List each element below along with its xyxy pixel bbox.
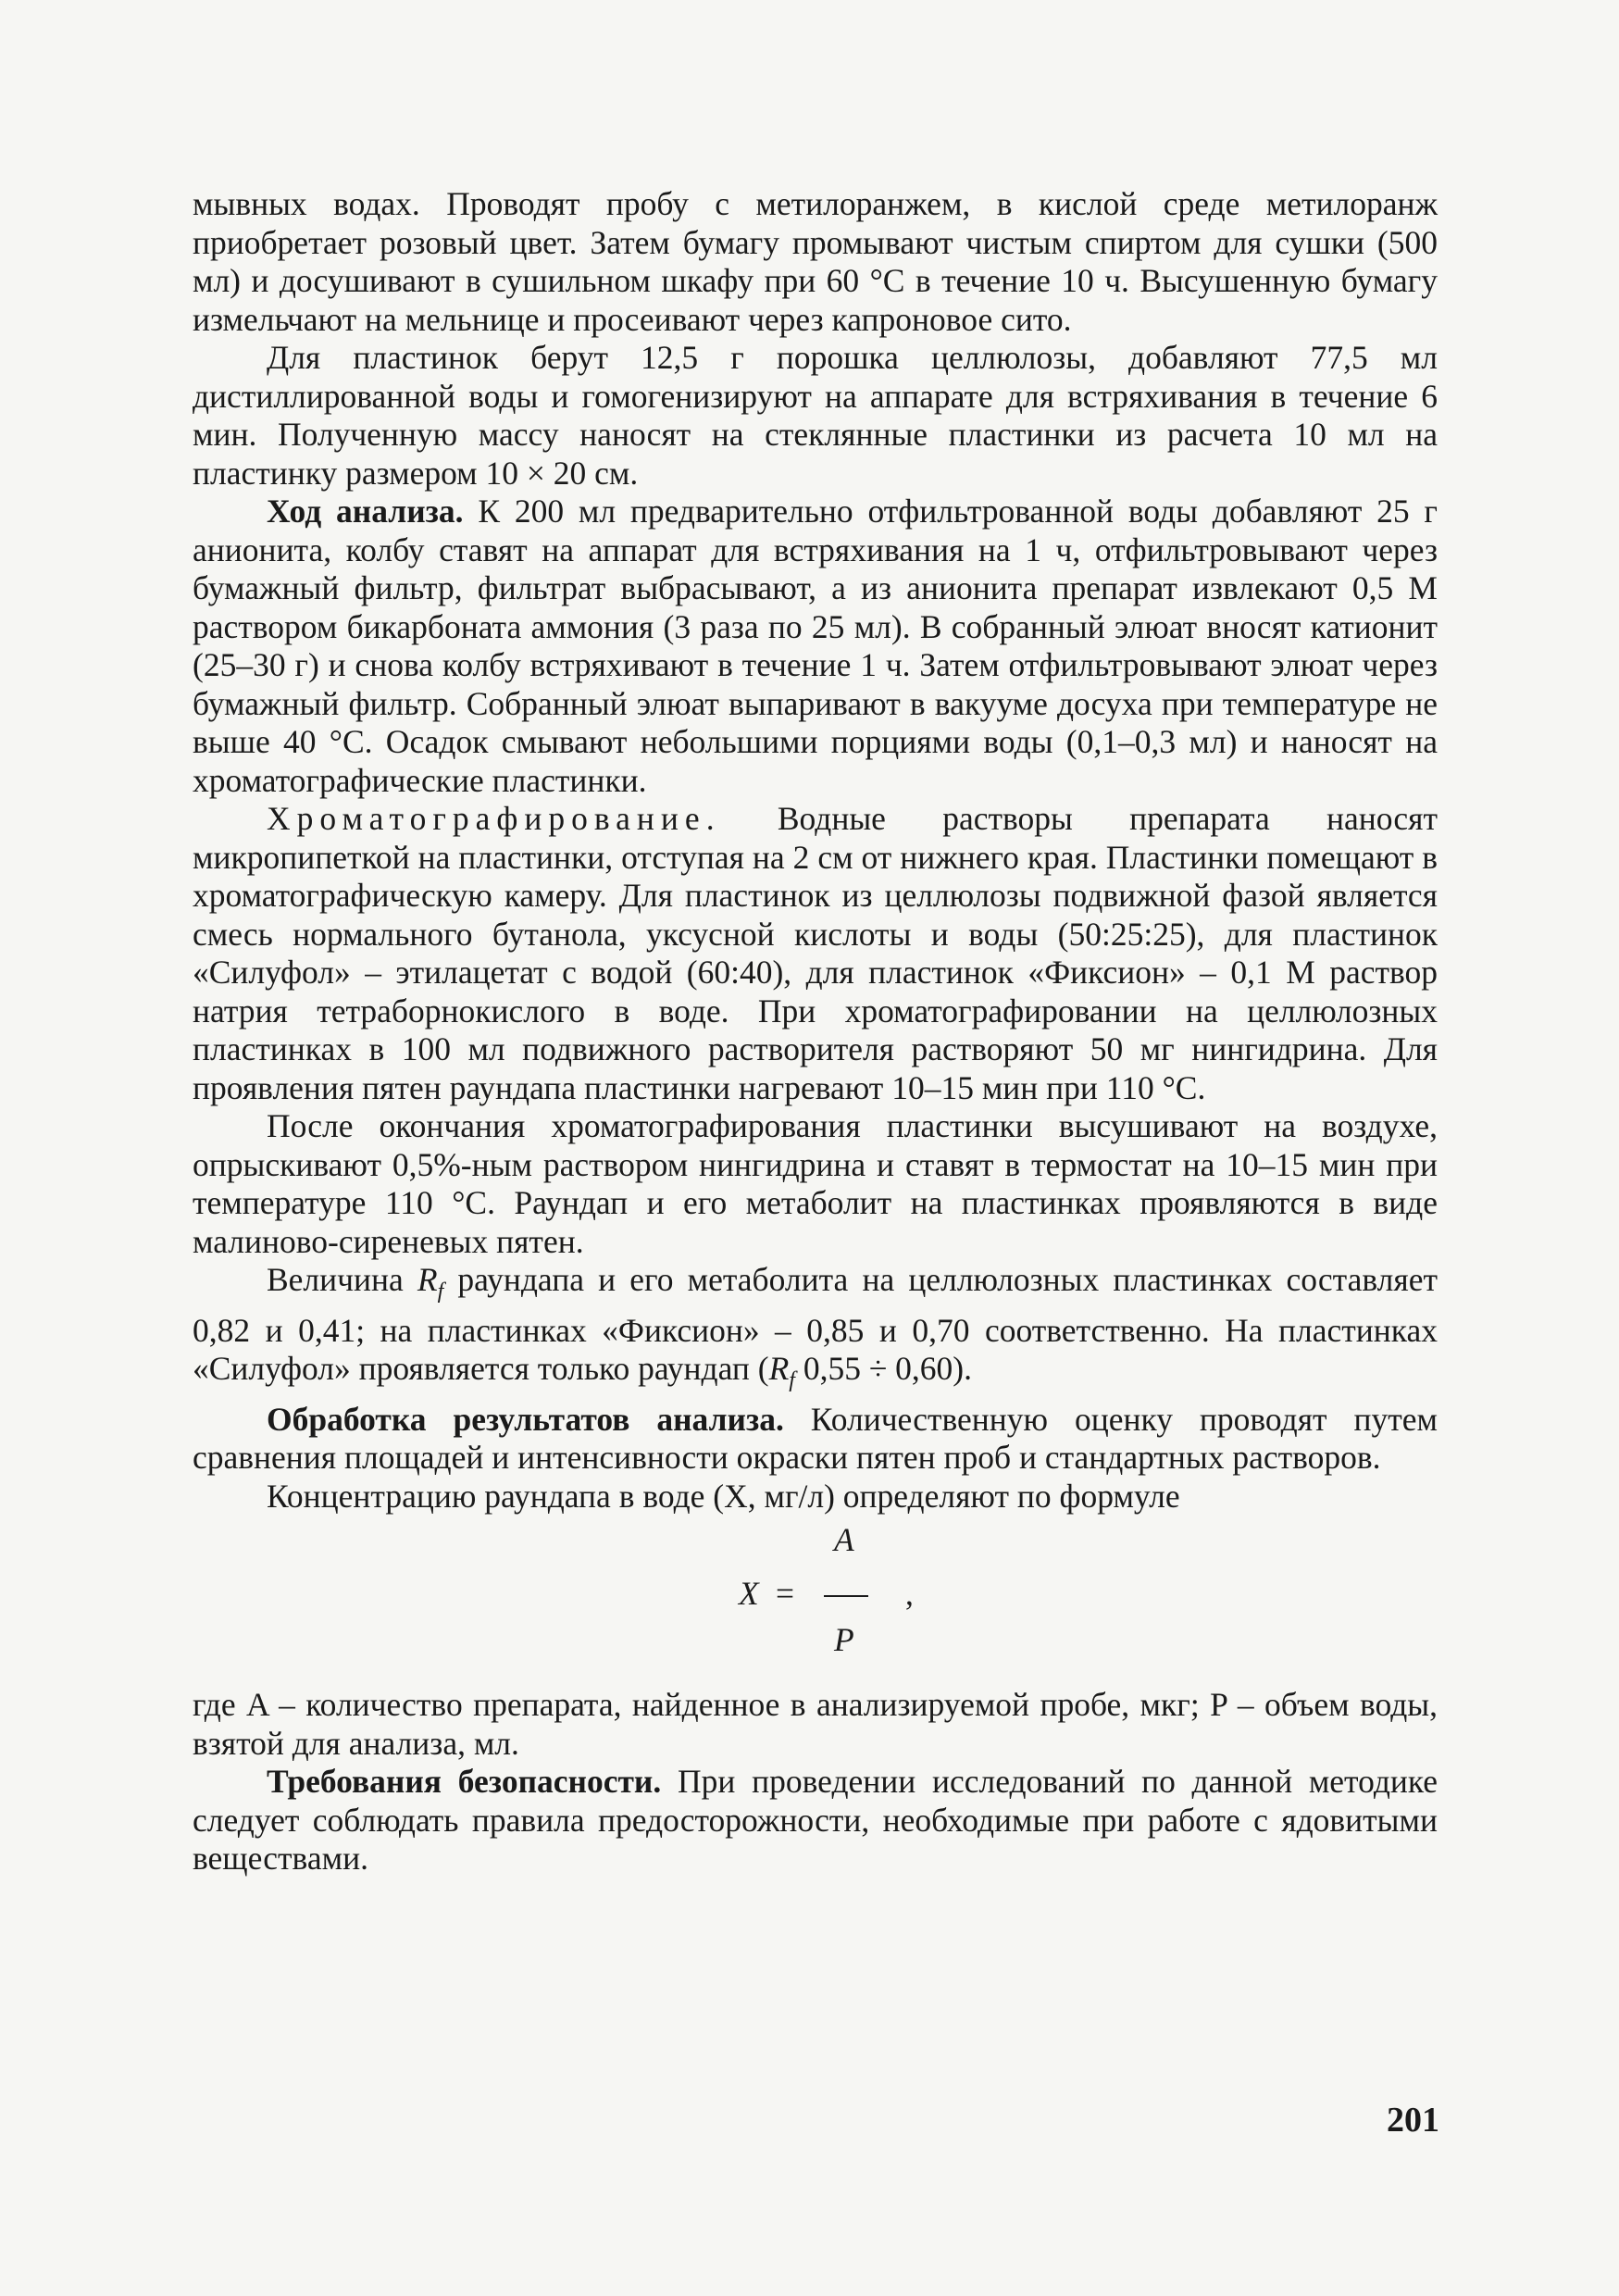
heading-safety: Требования безопасности. xyxy=(267,1763,662,1801)
heading-chromatography: Хроматографирование. xyxy=(267,800,721,837)
text-chromatography: Водные растворы препарата наносят микропипеткой на пластинки, отступая на 2 см от нижнего края. Пластинки помещают в хроматографическую камеру. Для пластинок из целлюлозы подвижной фазой является смесь нормального бутанола, уксусной кислоты и воды (50:25:25), для пластинок «Силуфол» – этилацетат с водой (60:40), для пластинок «Фиксион» – 0,1 М раствор натрия тетраборнокислого в воде. При хроматографировании на целлюлозных пластинках в 100 мл подвижного растворителя растворяют 50 мг нингидрина. Для проявления пятен раундапа пластинки нагревают 10–15 мин при 110 °С. xyxy=(193,800,1438,1106)
formula xyxy=(193,1519,1438,1677)
page-body xyxy=(193,185,1438,1878)
heading-analysis-procedure: Ход анализа. xyxy=(267,493,464,530)
paragraph-chromatography xyxy=(193,800,1438,1107)
page-number: 201 xyxy=(1387,2101,1439,2140)
paragraph-rf-values xyxy=(193,1261,1438,1401)
rf-text-b: раундапа и его метаболита на целлюлозных пластинках составляет 0,82 и 0,41; на пластинках «Фиксион» – 0,85 и 0,70 соответственно. На пластинках «Силуфол» проявляется только раундап ( xyxy=(193,1261,1438,1388)
formula-equals: = xyxy=(776,1575,795,1613)
rf-subscript-2: f xyxy=(789,1368,795,1393)
text-safety: При проведении исследований по данной методике следует соблюдать правила предосторожности, необходимые при работе с ядовитыми веществами. xyxy=(193,1763,1438,1878)
formula-comma: , xyxy=(905,1575,914,1613)
text-analysis-procedure: К 200 мл предварительно отфильтрованной воды добавляют 25 г анионита, колбу ставят на аппарат для встряхивания на 1 ч, отфильтровывают через бумажный фильтр, фильтрат выбрасывают, а из анионита препарат извлекают 0,5 М раствором бикарбоната аммония (3 раза по 25 мл). В собранный элюат вносят катионит (25–30 г) и снова колбу встряхивают в течение 1 ч. Затем отфильтровывают элюат через бумажный фильтр. Собранный элюат выпаривают в вакууме досуха при температуре не выше 40 °С. Осадок смывают небольшими порциями воды (0,1–0,3 мл) и наносят на хроматографические пластинки. xyxy=(193,493,1438,799)
paragraph-results-processing xyxy=(193,1401,1438,1478)
paragraph-5: После окончания хроматографирования пластинки высушивают на воздухе, опрыскивают 0,5%-ным раствором нингидрина и ставят в термостат на 10–15 мин при температуре 110 °С. Раундап и его метаболит на пластинках проявляются в виде малиново-сиреневых пятен. xyxy=(193,1107,1438,1260)
formula-numerator: A xyxy=(834,1521,854,1559)
paragraph-1: мывных водах. Проводят пробу с метилоранжем, в кислой среде метилоранж приобретает розовый цвет. Затем бумагу промывают чистым спиртом для сушки (500 мл) и досушивают в сушильном шкафу при 60 °С в течение 10 ч. Высушенную бумагу измельчают на мельнице и просеивают через капроновое сито. xyxy=(193,185,1438,338)
text-results-processing: Количественную оценку проводят путем сравнения площадей и интенсивности окраски пятен проб и стандартных растворов. xyxy=(193,1400,1438,1477)
rf-text-c: 0,55 ÷ 0,60). xyxy=(794,1350,973,1388)
paragraph-formula-intro: Концентрацию раундапа в воде (X, мг/л) определяют по формуле xyxy=(267,1477,1180,1515)
heading-results-processing: Обработка результатов анализа. xyxy=(267,1400,784,1438)
paragraph-formula-legend: где A – количество препарата, найденное в анализируемой пробе, мкг; P – объем воды, взятой для анализа, мл. xyxy=(193,1686,1438,1762)
paragraph-analysis-procedure xyxy=(193,493,1438,800)
formula-lhs: X xyxy=(739,1575,759,1613)
paragraph-safety xyxy=(193,1763,1438,1878)
rf-text-a: Величина xyxy=(267,1261,417,1298)
rf-symbol: R xyxy=(417,1261,438,1298)
rf-subscript: f xyxy=(437,1279,444,1304)
formula-denominator: P xyxy=(834,1621,854,1659)
formula-fraction-bar xyxy=(824,1595,868,1597)
paragraph-2: Для пластинок берут 12,5 г порошка целлюлозы, добавляют 77,5 мл дистиллированной воды и гомогенизируют на аппарате для встряхивания в течение 6 мин. Полученную массу наносят на стеклянные пластинки из расчета 10 мл на пластинку размером 10 × 20 см. xyxy=(193,339,1438,492)
rf-symbol-2: R xyxy=(768,1350,790,1388)
